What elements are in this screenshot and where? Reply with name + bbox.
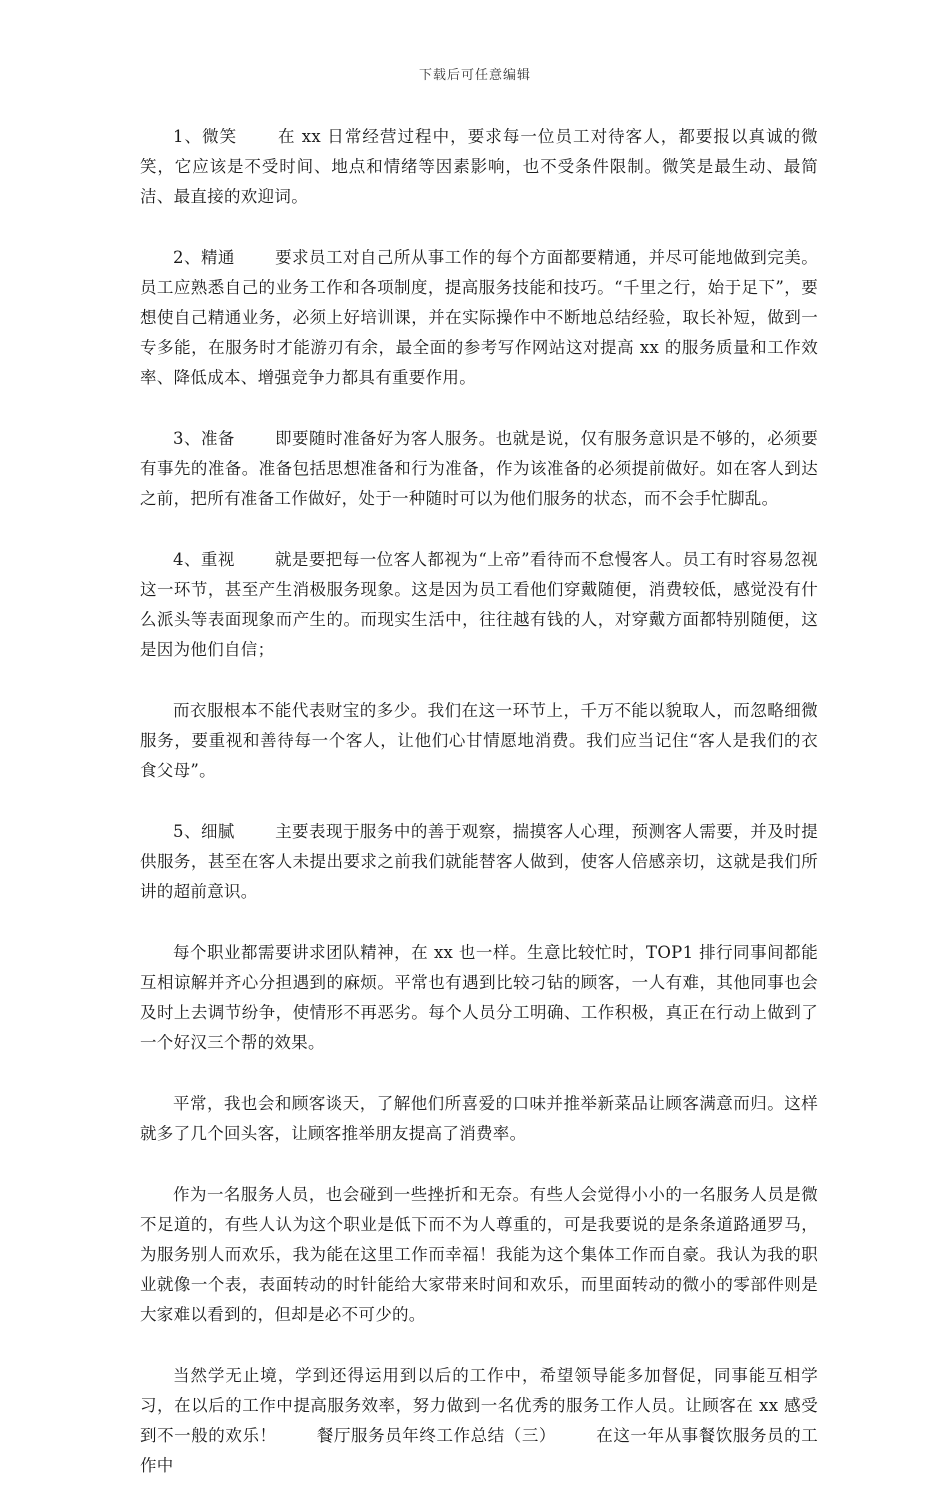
section-title: 餐厅服务员年终工作总结（三） (316, 1426, 556, 1445)
paragraph-lead: 3、准备 (173, 429, 235, 448)
paragraph-text: 当然学无止境，学到还得运用到以后的工作中，希望领导能多加督促，同事能互相学习，在以后的工作中提高服务效率，努力做到一名优秀的服务工作人员。让顾客在 xx 感受到不一般的欢乐！ (140, 1366, 818, 1445)
paragraph-text: 即要随时准备好为客人服务。也就是说，仅有服务意识是不够的，必须要有事先的准备。准备包括思想准备和行为准备，作为该准备的必须提前做好。如在客人到达之前，把所有准备工作做好，处于一种随时可以为他们服务的状态，而不会手忙脚乱。 (140, 429, 818, 508)
paragraph-text: 而衣服根本不能代表财宝的多少。我们在这一环节上，千万不能以貌取人，而忽略细微服务，要重视和善待每一个客人，让他们心甘情愿地消费。我们应当记住“客人是我们的衣食父母”。 (140, 701, 818, 780)
paragraph-lead: 4、重视 (173, 550, 235, 569)
paragraph-text: 在 xx 日常经营过程中，要求每一位员工对待客人，都要报以真诚的微笑，它应该是不受时间、地点和情绪等因素影响，也不受条件限制。微笑是最生动、最简洁、最直接的欢迎词。 (140, 127, 818, 206)
paragraph-smile (140, 122, 818, 212)
paragraph-text: 作为一名服务人员，也会碰到一些挫折和无奈。有些人会觉得小小的一名服务人员是微不足道的，有些人认为这个职业是低下而不为人尊重的，可是我要说的是条条道路通罗马，为服务别人而欢乐，我为能在这里工作而幸福！我能为这个集体工作而自豪。我认为我的职业就像一个表，表面转动的时针能给大家带来时间和欢乐，而里面转动的微小的零部件则是大家难以看到的，但却是必不可少的。 (140, 1185, 818, 1324)
paragraph-text: 就是要把每一位客人都视为“上帝”看待而不怠慢客人。员工有时容易忽视这一环节，甚至产生消极服务现象。这是因为员工看他们穿戴随便，消费较低，感觉没有什么派头等表面现象而产生的。而现实生活中，往往越有钱的人，对穿戴方面都特别随便，这是因为他们自信； (140, 550, 818, 659)
paragraph-text: 要求员工对自己所从事工作的每个方面都要精通，并尽可能地做到完美。员工应熟悉自己的业务工作和各项制度，提高服务技能和技巧。“千里之行，始于足下”，要想使自己精通业务，必须上好培训课，并在实际操作中不断地总结经验，取长补短，做到一专多能，在服务时才能游刃有余，最全面的参考写作网站这对提高 xx 的服务质量和工作效率、降低成本、增强竞争力都具有重要作用。 (140, 248, 818, 387)
paragraph-lead: 1、微笑 (173, 127, 238, 146)
paragraph-attention (140, 545, 818, 665)
document-body (140, 122, 818, 1512)
paragraph-chatting (140, 1089, 818, 1149)
paragraph-teamwork (140, 938, 818, 1058)
paragraph-frustration (140, 1180, 818, 1330)
paragraph-lead: 5、细腻 (173, 822, 235, 841)
paragraph-text: 平常，我也会和顾客谈天，了解他们所喜爱的口味并推举新菜品让顾客满意而归。这样就多了几个回头客，让顾客推举朋友提高了消费率。 (140, 1094, 818, 1143)
paragraph-text: 主要表现于服务中的善于观察，揣摸客人心理，预测客人需要，并及时提供服务，甚至在客人未提出要求之前我们就能替客人做到，使客人倍感亲切，这就是我们所讲的超前意识。 (140, 822, 818, 901)
paragraph-attentiveness (140, 817, 818, 907)
paragraph-clothing (140, 696, 818, 786)
paragraph-text: 每个职业都需要讲求团队精神，在 xx 也一样。生意比较忙时，TOP1 排行同事间都能互相谅解并齐心分担遇到的麻烦。平常也有遇到比较刁钻的顾客，一人有难，其他同事也会及时上去调节纷争，使情形不再恶劣。每个人员分工明确、工作积极，真正在行动上做到了一个好汉三个帮的效果。 (140, 943, 818, 1052)
paragraph-conclusion (140, 1361, 818, 1481)
page-header: 下载后可任意编辑 (418, 68, 531, 83)
paragraph-preparation (140, 424, 818, 514)
paragraph-lead: 2、精通 (173, 248, 235, 267)
paragraph-proficiency (140, 243, 818, 393)
paragraph-text: 在这一年从事餐饮服务员的工作中 (140, 1426, 819, 1475)
